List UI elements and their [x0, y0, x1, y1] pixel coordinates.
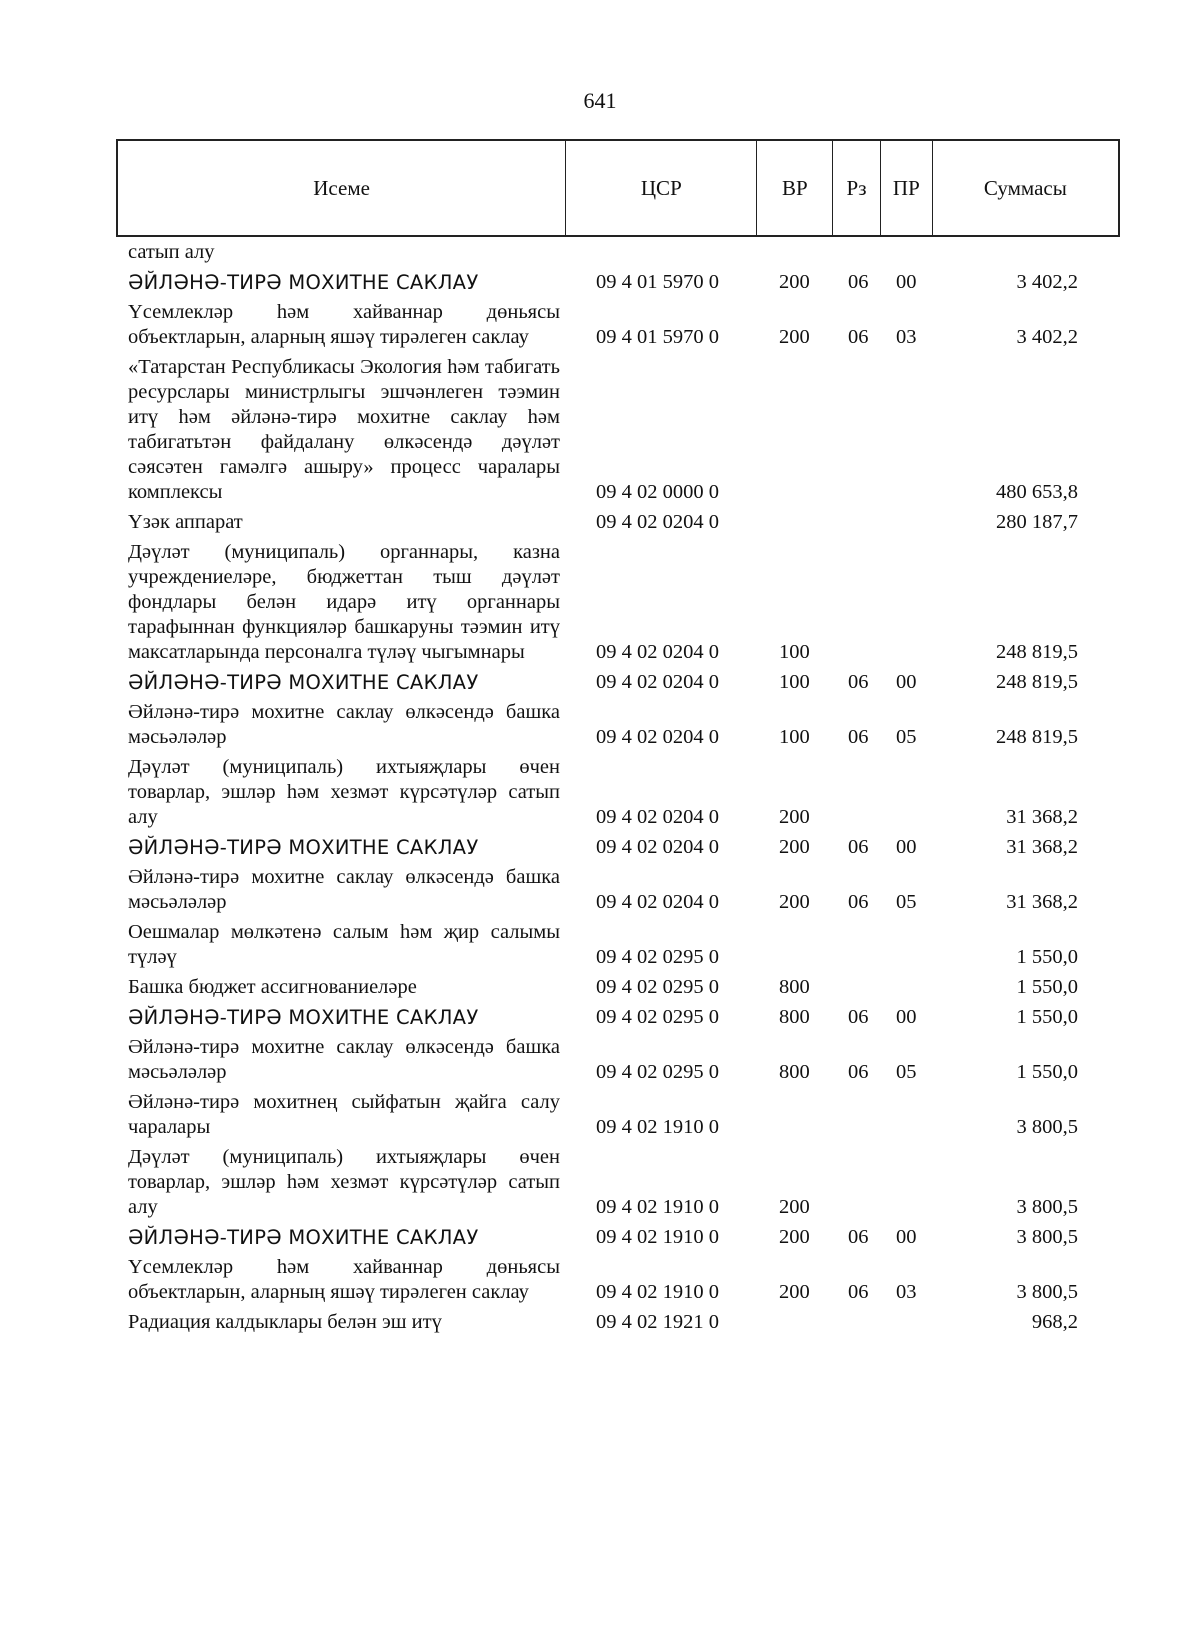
table-row [128, 920, 1120, 970]
table-row [128, 975, 1120, 1000]
row-sum: 3 402,2 [1016, 326, 1078, 348]
row-rz: 06 [848, 1226, 869, 1248]
row-csr: 09 4 02 0204 0 [596, 806, 719, 828]
column-header-name: Исеме [118, 141, 566, 235]
row-csr: 09 4 02 0204 0 [596, 671, 719, 693]
row-vr: 100 [779, 671, 810, 693]
row-sum: 31 368,2 [1006, 836, 1078, 858]
row-name: Әйләнә-тирә мохитне саклау өлкәсендә башка мәсьәләләр [128, 866, 560, 913]
row-sum: 3 800,5 [1016, 1116, 1078, 1138]
table-row [128, 1310, 1120, 1335]
row-pr: 03 [896, 326, 917, 348]
row-rz: 06 [848, 1281, 869, 1303]
row-rz: 06 [848, 891, 869, 913]
row-sum: 3 402,2 [1016, 271, 1078, 293]
row-csr: 09 4 02 0295 0 [596, 1006, 719, 1028]
row-pr: 00 [896, 836, 917, 858]
table-row [128, 865, 1120, 915]
row-name: Дәүләт (муниципаль) ихтыяҗлары өчен товарлар, эшләр һәм хезмәт күрсәтүләр сатып алу [128, 756, 560, 828]
row-csr: 09 4 02 0295 0 [596, 946, 719, 968]
row-vr: 200 [779, 326, 810, 348]
column-header-vr: ВР [757, 141, 833, 235]
row-name: сатып алу [128, 241, 215, 263]
row-sum: 1 550,0 [1016, 976, 1078, 998]
row-sum: 3 800,5 [1016, 1196, 1078, 1218]
row-rz: 06 [848, 726, 869, 748]
row-sum: 248 819,5 [996, 671, 1078, 693]
row-sum: 1 550,0 [1016, 946, 1078, 968]
table-row [128, 540, 1120, 665]
row-csr: 09 4 02 1910 0 [596, 1196, 719, 1218]
row-name: Радиация калдыклары белән эш итү [128, 1311, 442, 1333]
column-header-rz: Рз [833, 141, 881, 235]
row-vr: 200 [779, 806, 810, 828]
row-vr: 200 [779, 1281, 810, 1303]
row-name: Үсемлекләр һәм хайваннар дөньясы объектларын, аларның яшәү тирәлеген саклау [128, 1256, 560, 1303]
row-name: Башка бюджет ассигнованиеләре [128, 976, 417, 998]
row-pr: 00 [896, 1006, 917, 1028]
row-sum: 248 819,5 [996, 641, 1078, 663]
row-csr: 09 4 02 0000 0 [596, 481, 719, 503]
row-pr: 00 [896, 271, 917, 293]
row-name: «Татарстан Республикасы Экология һәм табигать ресурслары министрлыгы эшчәнлеген тәэмин итү һәм әйләнә-тирә мохитне саклау һәм табигатьтән файдалану өлкәсендә дәүләт сәясәтен гамәлгә ашыру» процесс чаралары комплексы [128, 356, 560, 503]
row-rz: 06 [848, 1006, 869, 1028]
table-body [128, 240, 1120, 1340]
row-csr: 09 4 01 5970 0 [596, 326, 719, 348]
table-row [128, 835, 1120, 860]
row-vr: 800 [779, 976, 810, 998]
table-row [128, 1005, 1120, 1030]
table-row [128, 510, 1120, 535]
row-sum: 31 368,2 [1006, 891, 1078, 913]
column-header-sum: Суммасы [983, 175, 1067, 200]
row-name: ӘЙЛӘНӘ-ТИРӘ МОХИТНЕ САКЛАУ [128, 1226, 479, 1249]
row-csr: 09 4 02 0295 0 [596, 1061, 719, 1083]
table-row [128, 1035, 1120, 1085]
row-rz: 06 [848, 1061, 869, 1083]
row-pr: 00 [896, 671, 917, 693]
row-name: ӘЙЛӘНӘ-ТИРӘ МОХИТНЕ САКЛАУ [128, 836, 479, 859]
row-rz: 06 [848, 836, 869, 858]
row-vr: 100 [779, 641, 810, 663]
row-vr: 200 [779, 1196, 810, 1218]
row-pr: 05 [896, 891, 917, 913]
row-csr: 09 4 02 0204 0 [596, 891, 719, 913]
row-csr: 09 4 02 0204 0 [596, 726, 719, 748]
row-name: Дәүләт (муниципаль) ихтыяҗлары өчен товарлар, эшләр һәм хезмәт күрсәтүләр сатып алу [128, 1146, 560, 1218]
column-header-csr: ЦСР [566, 141, 757, 235]
row-pr: 03 [896, 1281, 917, 1303]
row-name: Үзәк аппарат [128, 511, 243, 533]
table-row [128, 240, 1120, 265]
row-name: Әйләнә-тирә мохитне саклау өлкәсендә башка мәсьәләләр [128, 701, 560, 748]
row-name: ӘЙЛӘНӘ-ТИРӘ МОХИТНЕ САКЛАУ [128, 1006, 479, 1029]
row-sum: 3 800,5 [1016, 1281, 1078, 1303]
table-row [128, 300, 1120, 350]
row-name: Әйләнә-тирә мохитне саклау өлкәсендә башка мәсьәләләр [128, 1036, 560, 1083]
row-csr: 09 4 02 1910 0 [596, 1116, 719, 1138]
row-rz: 06 [848, 271, 869, 293]
row-sum: 1 550,0 [1016, 1006, 1078, 1028]
row-name: Әйләнә-тирә мохитнең сыйфатын җайга салу чаралары [128, 1091, 560, 1138]
row-csr: 09 4 02 1910 0 [596, 1281, 719, 1303]
row-csr: 09 4 01 5970 0 [596, 271, 719, 293]
row-vr: 800 [779, 1006, 810, 1028]
row-csr: 09 4 02 1910 0 [596, 1226, 719, 1248]
row-vr: 200 [779, 891, 810, 913]
row-name: Үсемлекләр һәм хайваннар дөньясы объектларын, аларның яшәү тирәлеген саклау [128, 301, 560, 348]
table-row [128, 355, 1120, 505]
row-sum: 248 819,5 [996, 726, 1078, 748]
row-name: Оешмалар мөлкәтенә салым һәм җир салымы түләү [128, 921, 560, 968]
page-number: 641 [583, 88, 617, 113]
row-sum: 1 550,0 [1016, 1061, 1078, 1083]
row-name: ӘЙЛӘНӘ-ТИРӘ МОХИТНЕ САКЛАУ [128, 271, 479, 294]
row-vr: 200 [779, 1226, 810, 1248]
row-sum: 3 800,5 [1016, 1226, 1078, 1248]
row-vr: 100 [779, 726, 810, 748]
row-sum: 480 653,8 [996, 481, 1078, 503]
table-row [128, 1255, 1120, 1305]
row-vr: 200 [779, 271, 810, 293]
row-pr: 00 [896, 1226, 917, 1248]
row-csr: 09 4 02 0204 0 [596, 836, 719, 858]
table-row [128, 1145, 1120, 1220]
row-csr: 09 4 02 0204 0 [596, 641, 719, 663]
row-pr: 05 [896, 726, 917, 748]
row-sum: 31 368,2 [1006, 806, 1078, 828]
row-pr: 05 [896, 1061, 917, 1083]
row-vr: 800 [779, 1061, 810, 1083]
table-row [128, 755, 1120, 830]
table-row [128, 670, 1120, 695]
row-rz: 06 [848, 326, 869, 348]
row-name: ӘЙЛӘНӘ-ТИРӘ МОХИТНЕ САКЛАУ [128, 671, 479, 694]
table-row [128, 1090, 1120, 1140]
row-sum: 280 187,7 [996, 511, 1078, 533]
column-header-pr: ПР [881, 141, 933, 235]
row-vr: 200 [779, 836, 810, 858]
row-csr: 09 4 02 1921 0 [596, 1311, 719, 1333]
row-rz: 06 [848, 671, 869, 693]
row-name: Дәүләт (муниципаль) органнары, казна учреждениеләре, бюджеттан тыш дәүләт фондлары белән идарә итү органнары тарафыннан функцияләр башкаруны тәэмин итү максатларында персоналга түләү чыгымнары [128, 541, 560, 663]
row-sum: 968,2 [1031, 1311, 1078, 1333]
table-row [128, 700, 1120, 750]
row-csr: 09 4 02 0295 0 [596, 976, 719, 998]
table-row [128, 270, 1120, 295]
row-csr: 09 4 02 0204 0 [596, 511, 719, 533]
table-header [116, 139, 1120, 237]
table-row [128, 1225, 1120, 1250]
